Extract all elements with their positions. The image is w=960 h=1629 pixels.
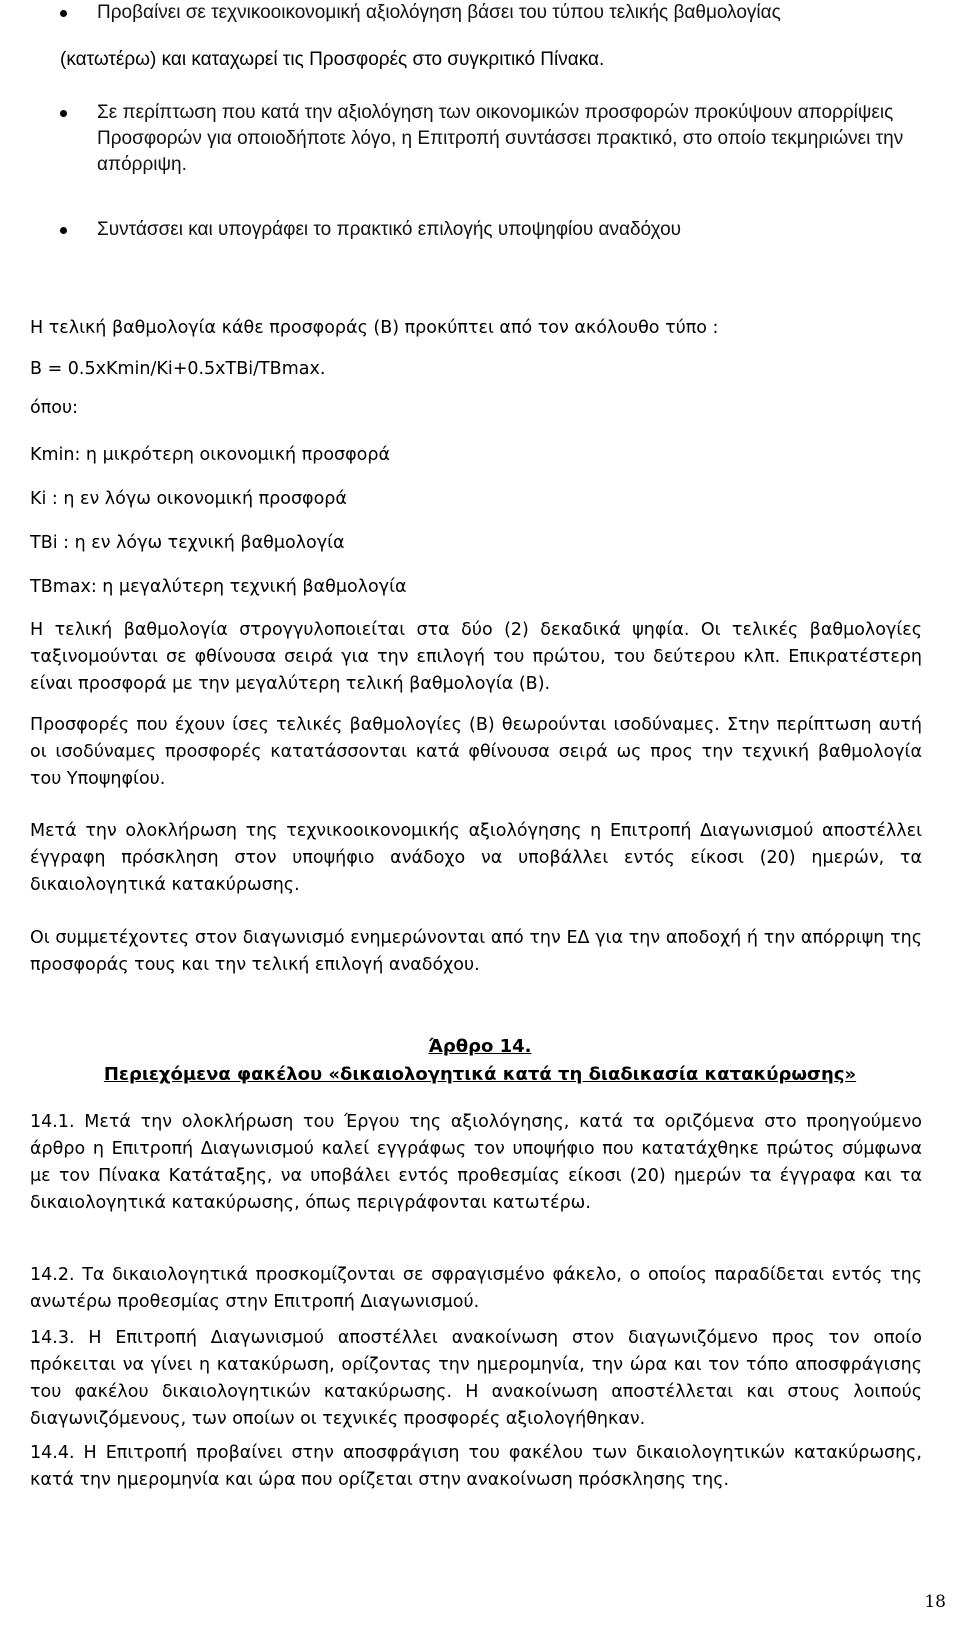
bullet-item-2: [60, 100, 930, 178]
bullet-dot: [60, 110, 67, 117]
formula-def-kmin: Kmin: η μικρότερη οικονομική προσφορά: [30, 445, 391, 465]
clause-14-4: 14.4. Η Επιτροπή προβαίνει στην αποσφράγιση του φακέλου των δικαιολογητικών κατακύρωσης, κατά την ημερομηνία και ώρα που ορίζεται στην ανακοίνωση πρόσκλησης της.: [30, 1443, 922, 1490]
formula-where: όπου:: [30, 398, 78, 418]
paragraph-notify: Οι συμμετέχοντες στον διαγωνισμό ενημερώνονται από την ΕΔ για την αποδοχή ή την απόρριψη της προσφοράς τους και την τελική επιλογή αναδόχου.: [30, 928, 922, 975]
formula-def-tbi: TBi : η εν λόγω τεχνική βαθμολογία: [30, 533, 345, 553]
bullet-item-1-continuation: (κατωτέρω) και καταχωρεί τις Προσφορές στο συγκριτικό Πίνακα.: [60, 49, 605, 70]
clause-14-3: 14.3. Η Επιτροπή Διαγωνισμού αποστέλλει ανακοίνωση στον διαγωνιζόμενο προς τον οποίο πρόκειται να γίνει η κατακύρωση, ορίζοντας την ημερομηνία, την ώρα και τον τόπο αποσφράγισης του φακέλου δικαιολογητικών κατακύρωσης. Η ανακοίνωση αποστέλλεται και στους λοιπούς διαγωνιζόμενους, των οποίων οι τεχνικές προσφορές αξιολογήθηκαν.: [30, 1328, 922, 1429]
bullet-item-3: [60, 217, 930, 243]
formula-def-ki: Ki : η εν λόγω οικονομική προσφορά: [30, 489, 347, 509]
page-number: 18: [924, 1592, 946, 1612]
formula-intro: Η τελική βαθμολογία κάθε προσφοράς (Β) προκύπτει από τον ακόλουθο τύπο :: [30, 318, 719, 338]
bullet-dot: [60, 10, 67, 17]
bullet-dot: [60, 227, 67, 234]
clause-14-2: 14.2. Τα δικαιολογητικά προσκομίζονται σε σφραγισμένο φάκελο, ο οποίος παραδίδεται εντός της ανωτέρω προθεσμίας στην Επιτροπή Διαγωνισμού.: [30, 1265, 922, 1312]
bullet-text: Σε περίπτωση που κατά την αξιολόγηση των οικονομικών προσφορών προκύψουν απορρίψεις Προσφορών για οποιοδήποτε λόγο, η Επιτροπή συντάσσει πρακτικό, στο οποίο τεκμηριώνει την απόρριψη.: [97, 102, 904, 175]
bullet-text: Συντάσσει και υπογράφει το πρακτικό επιλογής υποψηφίου αναδόχου: [97, 219, 682, 240]
bullet-item-1: [60, 0, 930, 26]
formula-expression: B = 0.5xKmin/Ki+0.5xTBi/TBmax.: [30, 359, 326, 379]
paragraph-invitation: Μετά την ολοκλήρωση της τεχνικοοικονομικής αξιολόγησης η Επιτροπή Διαγωνισμού αποστέλλει έγγραφη πρόσκληση στον υποψήφιο ανάδοχο να υποβάλλει εντός είκοσι (20) ημερών, τα δικαιολογητικά κατακύρωσης.: [30, 821, 922, 895]
paragraph-ties: Προσφορές που έχουν ίσες τελικές βαθμολογίες (Β) θεωρούνται ισοδύναμες. Στην περίπτωση αυτή οι ισοδύναμες προσφορές κατατάσσονται κατά φθίνουσα σειρά ως προς την τεχνική βαθμολογία του Υποψηφίου.: [30, 715, 922, 789]
paragraph-rounding: Η τελική βαθμολογία στρογγυλοποιείται στα δύο (2) δεκαδικά ψηφία. Οι τελικές βαθμολογίες ταξινομούνται σε φθίνουσα σειρά για την επιλογή του πρώτου, του δεύτερου κλπ. Επικρατέστερη είναι προσφορά με την μεγαλύτερη τελική βαθμολογία (Β).: [30, 620, 922, 694]
formula-def-tbmax: TBmax: η μεγαλύτερη τεχνική βαθμολογία: [30, 577, 407, 597]
article-title: Περιεχόμενα φακέλου «δικαιολογητικά κατά τη διαδικασία κατακύρωσης»: [103, 1064, 857, 1085]
bullet-text: Προβαίνει σε τεχνικοοικονομική αξιολόγηση βάσει του τύπου τελικής βαθμολογίας: [97, 2, 781, 23]
clause-14-1: 14.1. Μετά την ολοκλήρωση του Έργου της αξιολόγησης, κατά τα οριζόμενα στο προηγούμενο άρθρο η Επιτροπή Διαγωνισμού καλεί εγγράφως τον υποψήφιο που κατατάχθηκε πρώτος σύμφωνα με τον Πίνακα Κατάταξης, να υποβάλει εντός προθεσμίας είκοσι (20) ημερών τα έγγραφα και τα δικαιολογητικά κατακύρωσης, όπως περιγράφονται κατωτέρω.: [30, 1112, 922, 1213]
article-number: Άρθρο 14.: [428, 1036, 532, 1057]
